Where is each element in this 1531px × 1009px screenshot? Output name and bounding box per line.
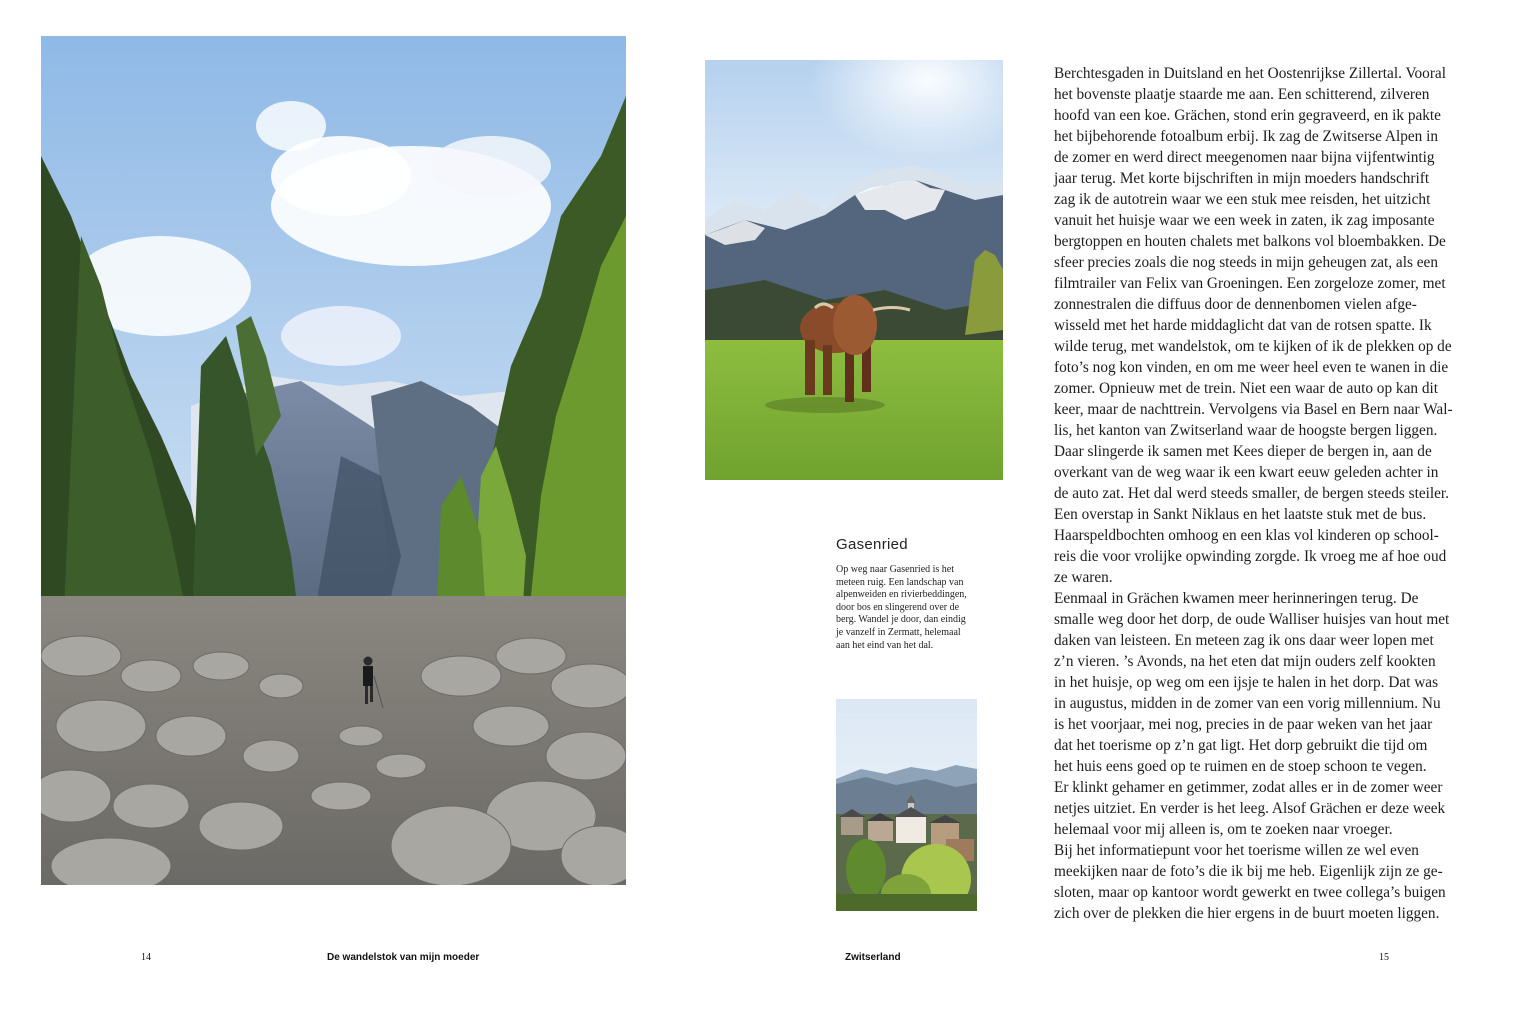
- body-text: [1054, 63, 1494, 924]
- body-line: Bij het informatiepunt voor het toerisme willen ze wel even: [1054, 842, 1419, 859]
- body-line: filmtrailer van Felix van Groeningen. Een zorgeloze zomer, met: [1054, 275, 1446, 292]
- body-line: zomer. Opnieuw met de trein. Niet een waar de auto op kan dit: [1054, 380, 1438, 397]
- body-line: lis, het kanton van Zwitserland waar de hoogste bergen liggen.: [1054, 422, 1438, 439]
- body-line: netjes uitziet. En verder is het leeg. Alsof Grächen er deze week: [1054, 800, 1446, 817]
- body-line: zag ik de autotrein waar we een stuk mee reisden, het uitzicht: [1054, 191, 1431, 208]
- body-line: daken van leisteen. En meteen zag ik ons daar weer lopen met: [1054, 632, 1434, 649]
- body-line: wilde terug, met wandelstok, om te kijken of ik de plekken op de: [1054, 338, 1452, 355]
- body-line: Berchtesgaden in Duitsland en het Oostenrijkse Zillertal. Vooral: [1054, 65, 1446, 82]
- body-line: in het huisje, op weg om een ijsje te halen in het dorp. Dat was: [1054, 674, 1439, 691]
- village-photo: [836, 699, 977, 911]
- folio-left: 14: [141, 952, 151, 963]
- body-line: vanuit het huisje waar we een week in zaten, ik zag imposante: [1054, 212, 1435, 229]
- body-line: in augustus, midden in de zomer van een vorig millennium. Nu: [1054, 695, 1441, 712]
- body-line: foto’s nog kon vinden, en om me weer heel even te wanen in die: [1054, 359, 1449, 376]
- running-head-left: De wandelstok van mijn moeder: [327, 952, 480, 963]
- body-line: het bovenste plaatje staarde me aan. Een schitterend, zilveren: [1054, 86, 1430, 103]
- body-line: keer, maar de nachttrein. Vervolgens via Basel en Bern naar Wal-: [1054, 401, 1453, 418]
- body-line: ze waren.: [1054, 569, 1113, 586]
- body-line: de zomer en werd direct meegenomen naar bijna vijfentwintig: [1054, 149, 1435, 166]
- body-line: sloten, maar op kantoor wordt gewerkt en twee collega’s buigen: [1054, 884, 1446, 901]
- body-line: wisseld met het harde middaglicht dat van de rotsen spatte. Ik: [1054, 317, 1432, 334]
- body-line: Een overstap in Sankt Niklaus en het laatste stuk met de bus.: [1054, 506, 1427, 523]
- hiker-riverbed-photo: [41, 36, 626, 885]
- body-line: z’n vieren. ’s Avonds, na het eten dat mijn ouders zelf kookten: [1054, 653, 1436, 670]
- body-line: Daar slingerde ik samen met Kees dieper de bergen in, aan de: [1054, 443, 1432, 460]
- body-line: dat het toerisme op z’n gat ligt. Het dorp gebruikt die tijd om: [1054, 737, 1428, 754]
- body-line: overkant van de weg waar ik een kwart eeuw geleden achter in: [1054, 464, 1439, 481]
- body-line: de auto zat. Het dal werd steeds smaller, de bergen steeds steiler.: [1054, 485, 1449, 502]
- body-line: is het voorjaar, mei nog, precies in de paar weken van het jaar: [1054, 716, 1433, 733]
- body-line: Er klinkt gehamer en getimmer, zodat alles er in de zomer weer: [1054, 779, 1443, 796]
- folio-right: 15: [1379, 952, 1389, 963]
- body-line: zich over de plekken die hier ergens in de buurt moeten liggen.: [1054, 905, 1440, 922]
- body-line: smalle weg door het dorp, de oude Walliser huisjes van hout met: [1054, 611, 1450, 628]
- body-line: sfeer precies zoals die nog steeds in mijn geheugen zat, als een: [1054, 254, 1438, 271]
- body-line: jaar terug. Met korte bijschriften in mijn moeders handschrift: [1054, 170, 1430, 187]
- body-line: reis die voor vrolijke opwinding zorgde. Ik vroeg me af hoe oud: [1054, 548, 1447, 565]
- body-line: het huis eens goed op te ruimen en de stoep schoon te vegen.: [1054, 758, 1427, 775]
- sidebar-title: Gasenried: [836, 536, 908, 553]
- highland-cow-photo: [705, 60, 1003, 480]
- body-line: bergtoppen en houten chalets met balkons vol bloembakken. De: [1054, 233, 1446, 250]
- body-line: zonnestralen die diffuus door de dennenbomen vielen afge-: [1054, 296, 1417, 313]
- body-line: Eenmaal in Grächen kwamen meer herinneringen terug. De: [1054, 590, 1419, 607]
- running-head-right: Zwitserland: [845, 952, 901, 963]
- body-line: hoofd van een koe. Grächen, stond erin gegraveerd, en ik pakte: [1054, 107, 1441, 124]
- body-line: het bijbehorende fotoalbum erbij. Ik zag de Zwitserse Alpen in: [1054, 128, 1439, 145]
- body-line: meekijken naar de foto’s die ik bij me heb. Eigenlijk zijn ze ge-: [1054, 863, 1443, 880]
- sidebar-text: Op weg naar Gasenried is het meteen ruig. Een landschap van alpenweiden en rivierbeddingen, door bos en slingerend over de berg. Wandel je door, dan eindig je vanzelf in Zermatt, helemaal aan het eind van het dal.: [836, 564, 967, 651]
- body-line: helemaal voor mij alleen is, om te zoeken naar vroeger.: [1054, 821, 1393, 838]
- body-line: Haarspeldbochten omhoog en een klas vol kinderen op school-: [1054, 527, 1439, 544]
